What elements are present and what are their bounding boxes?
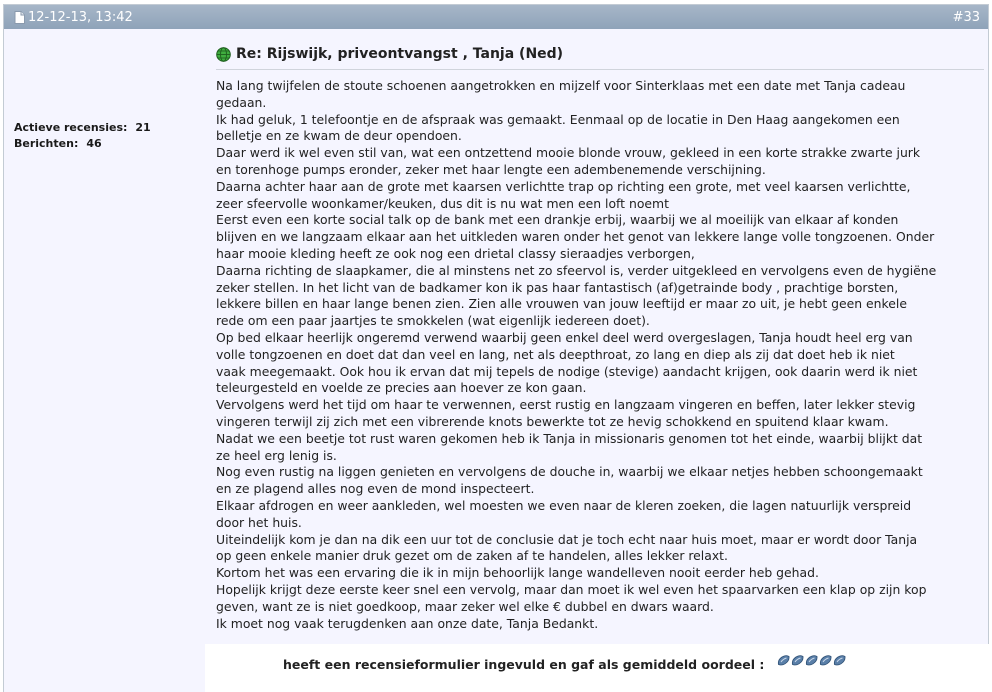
post-body-line: zeker stellen. In het licht van de badkamer kon ik pas haar fantastisch (af)getrainde body , prachtige borsten,: [216, 279, 899, 295]
post-body-line: vingeren terwijl zij zich met een vibrerende knots bewerkte tot ze hevig schokkend en spuitend klaar kwam.: [216, 413, 889, 429]
post-body-line: Daarna achter haar aan de grote met kaarsen verlichtte trap op richting een grote, met veel kaarsen verlichtte,: [216, 178, 911, 194]
post-body-line: gedaan.: [216, 94, 267, 110]
posts-label: Berichten:: [14, 137, 79, 150]
post-body-line: Hopelijk krijgt deze eerste keer snel een vervolg, maar dan moet ik wel even het spaarvarken een klap op zijn kop: [216, 581, 927, 597]
post-body-line: Nog even rustig na liggen genieten en vervolgens de douche in, waarbij we elkaar netjes hebben schoongemaakt: [216, 464, 923, 480]
post-title-text: Re: Rijswijk, priveontvangst , Tanja (Ned): [236, 46, 564, 62]
post-body-line: belletje en ze kwam de deur opendoen.: [216, 128, 462, 144]
post-body-line: Kortom het was een ervaring die ik in mijn behoorlijk lange wandelleven nooit eerder heb gehad.: [216, 565, 819, 581]
post-body-line: vaak meegemaakt. Ook hou ik ervan dat mij tepels de nodige (stevige) aandacht krijgen, ook daarin werd ik niet: [216, 363, 918, 379]
document-icon: [14, 11, 25, 24]
post-body-line: teleurgesteld en voelde ze precies aan hoever ze kon gaan.: [216, 380, 587, 396]
post-body-line: Daarna richting de slaapkamer, die al minstens net zo sfeervol is, verder uitgekleed en vervolgens even de hygiëne: [216, 262, 937, 278]
post-body-line: op geen enkele manier druk gezet om de zaken af te handelen, alles lekker relaxt.: [216, 548, 728, 564]
post-body-line: Daar werd ik wel even stil van, wat een ontzettend mooie blonde vrouw, gekleed in een korte strakke zwarte jurk: [216, 145, 921, 161]
globe-icon: [216, 47, 231, 62]
post-date-text: 12-12-13, 13:42: [28, 10, 133, 25]
post-content-column: [206, 29, 988, 692]
post-body-line: geven, want ze is niet goedkoop, maar zeker wel elke € dubbel en dwars waard.: [216, 598, 714, 614]
post-body-line: door het huis.: [216, 514, 302, 530]
post-body-line: zeer sfeervolle woonkamer/keuken, dus dit is nu wat men een loft noemt: [216, 195, 669, 211]
posts-value: 46: [86, 137, 102, 150]
post-body-line: lekkere billen en haar lange benen zien. Zien alle vrouwen van jouw leeftijd er maar zo uit, je hebt geen enkele: [216, 296, 907, 312]
user-stats: [14, 120, 151, 152]
post-body-line: Nadat we een beetje tot rust waren gekomen heb ik Tanja in missionaris genomen tot het einde, waarbij blijkt dat: [216, 430, 923, 446]
post-body-line: Vervolgens werd het tijd om haar te verwennen, eerst rustig en langzaam vingeren en beffen, later lekker stevig: [216, 397, 916, 413]
post-body-line: volle tongzoenen en doet dat dan veel en lang, net als deepthroat, zo lang en diep als zij dat doet heb ik niet: [216, 346, 895, 362]
drop-icon: [777, 655, 790, 666]
posts-row: [14, 136, 151, 152]
active-reviews-label: Actieve recensies:: [14, 121, 128, 134]
post-body-line: Ik had geluk, 1 telefoontje en de afspraak was gemaakt. Eenmaal op de locatie in Den Haag aangekomen een: [216, 111, 900, 127]
rating-text: heeft een recensieformulier ingevuld en gaf als gemiddeld oordeel :: [283, 657, 765, 672]
drop-icon: [805, 655, 818, 666]
post-body-line: Uiteindelijk kom je dan na dik een uur tot de conclusie dat je toch echt naar huis moet, maar er wordt door Tanja: [216, 531, 918, 547]
post-body-line: rede om een paar jaartjes te smokkelen (wat eigenlijk iedereen doet).: [216, 313, 650, 329]
drop-icon: [819, 655, 832, 666]
post-body-line: en ze plagend alles nog even de mond inspecteert.: [216, 481, 535, 497]
rating-score: [777, 655, 846, 666]
user-info-column: [4, 29, 206, 692]
post-title: [216, 46, 563, 62]
forum-post: [3, 4, 989, 692]
post-date: [14, 10, 133, 25]
post-body-line: haar mooie kleding heeft ze ook nog een drietal classy sieraadjes verborgen,: [216, 245, 695, 261]
active-reviews-value: 21: [135, 121, 151, 134]
post-body-line: ze heel erg lenig is.: [216, 447, 337, 463]
post-body-line: Na lang twijfelen de stoute schoenen aangetrokken en mijzelf voor Sinterklaas met een date met Tanja cadeau: [216, 78, 906, 93]
active-reviews-row: [14, 120, 151, 136]
post-header: [4, 5, 988, 29]
drop-icon: [791, 655, 804, 666]
post-body: [216, 78, 978, 632]
post-number-link[interactable]: #33: [952, 10, 980, 25]
rating-bar: [205, 644, 989, 692]
drop-icon: [833, 655, 846, 666]
post-body-line: Ik moet nog vaak terugdenken aan onze date, Tanja Bedankt.: [216, 615, 599, 631]
post-body-line: Eerst even een korte social talk op de bank met een drankje erbij, waarbij we al moeilijk van elkaar af konden: [216, 212, 899, 228]
post-body-line: blijven en we langzaam elkaar aan het uitkleden waren onder het genot van lekkere lange volle tongzoenen. Onder: [216, 229, 935, 245]
title-divider: [216, 69, 984, 70]
post-body-line: en torenhoge pumps eronder, zeker met haar lengte een adembenemende verschijning.: [216, 161, 766, 177]
post-body-line: Op bed elkaar heerlijk ongeremd verwend waarbij geen enkel deel werd overgeslagen, Tanja houdt heel erg van: [216, 329, 913, 345]
post-body-line: Elkaar afdrogen en weer aankleden, wel moesten we even naar de kleren zoeken, die lagen natuurlijk verspreid: [216, 497, 912, 513]
